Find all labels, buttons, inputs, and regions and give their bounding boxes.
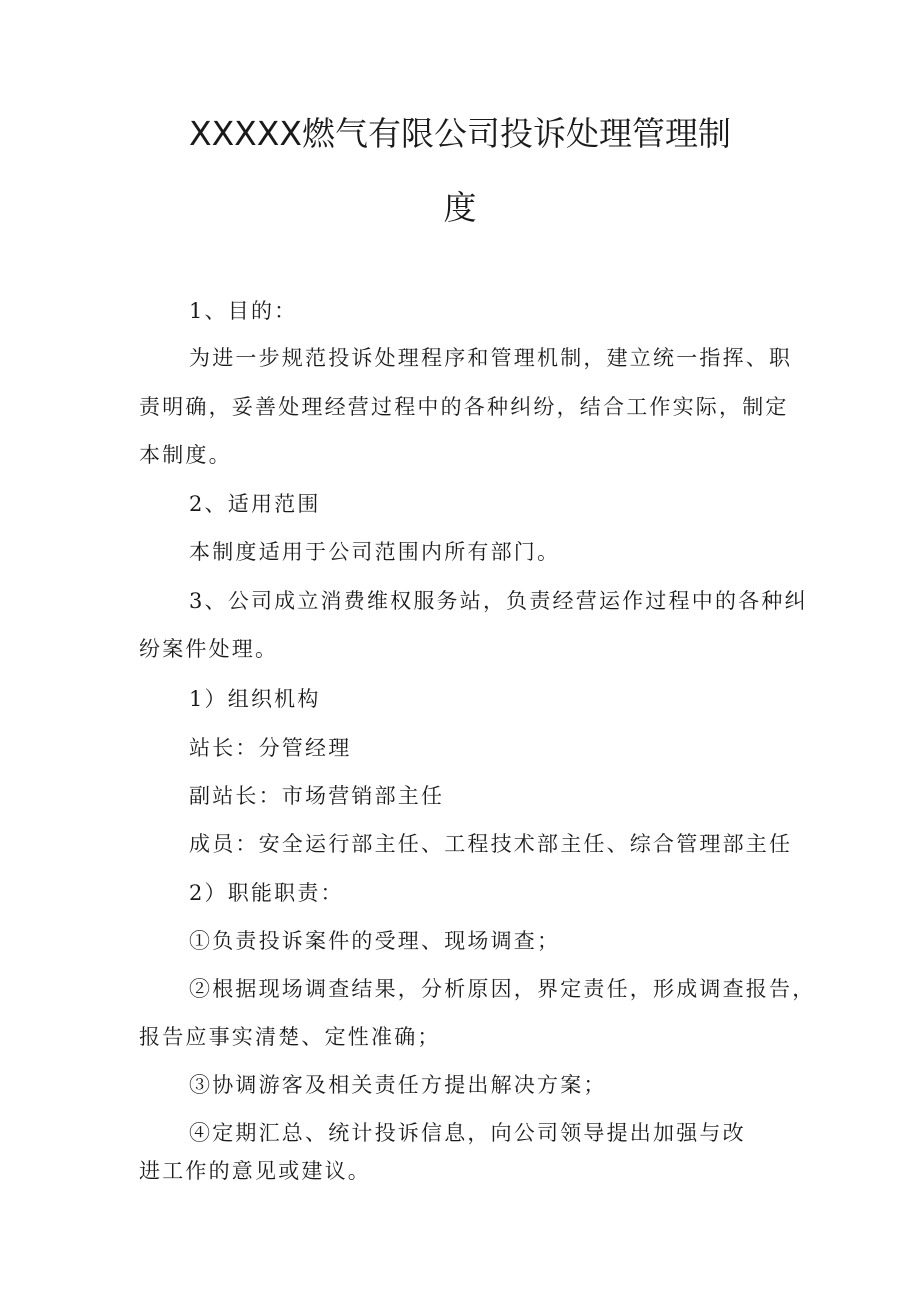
duty-item-continuation: 进工作的意见或建议。 [139, 1159, 371, 1183]
paragraph-line: 本制度适用于公司范围内所有部门。 [189, 540, 561, 564]
duty-item-continuation: 报告应事实清楚、定性准确； [139, 1025, 441, 1049]
section-1-heading: 1、目的： [189, 299, 298, 323]
document-title-line-2: 度 [443, 188, 477, 227]
paragraph-line: 纷案件处理。 [139, 637, 279, 661]
document-title-line-1: XXXXX燃气有限公司投诉处理管理制 [188, 114, 732, 153]
org-item: 成员：安全运行部主任、工程技术部主任、综合管理部主任 [189, 832, 793, 856]
paragraph-line: 责明确，妥善处理经营过程中的各种纠纷，结合工作实际，制定 [139, 395, 789, 419]
org-item: 站长：分管经理 [189, 736, 352, 760]
duty-item: ②根据现场调查结果，分析原因，界定责任，形成调查报告， [189, 977, 816, 1001]
paragraph-line: 为进一步规范投诉处理程序和管理机制，建立统一指挥、职 [189, 346, 793, 370]
duty-item: ④定期汇总、统计投诉信息，向公司领导提出加强与改 [189, 1121, 746, 1145]
subsection-1-heading: 1）组织机构 [189, 687, 321, 711]
subsection-2-heading: 2）职能职责： [189, 881, 344, 905]
duty-item: ③协调游客及相关责任方提出解决方案； [189, 1073, 607, 1097]
org-item: 副站长：市场营销部主任 [189, 784, 445, 808]
section-2-heading: 2、适用范围 [189, 492, 321, 516]
section-3-heading: 3、公司成立消费维权服务站，负责经营运作过程中的各种纠 [189, 589, 808, 613]
paragraph-line: 本制度。 [139, 443, 232, 467]
duty-item: ①负责投诉案件的受理、现场调查； [189, 929, 561, 953]
